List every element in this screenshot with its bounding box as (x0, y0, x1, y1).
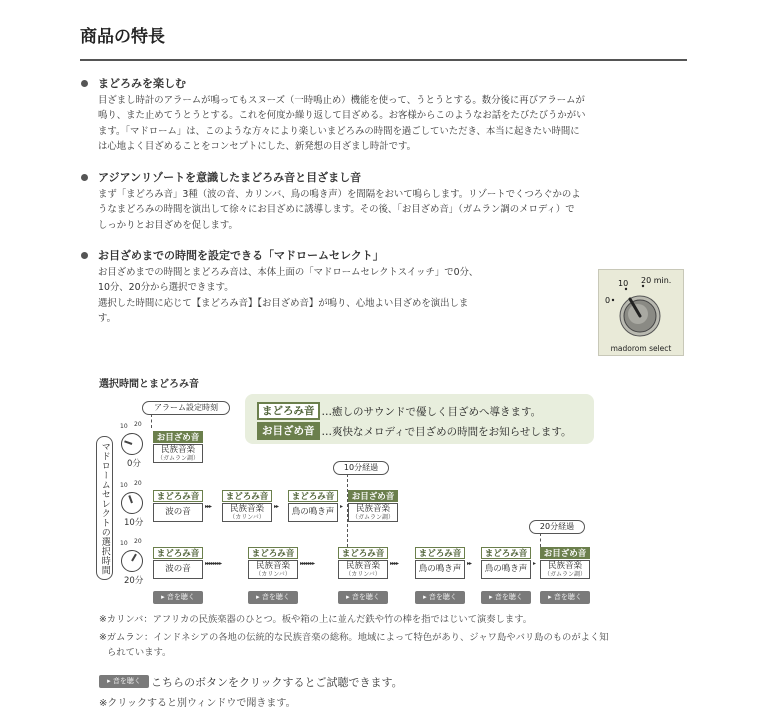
sound-name: 民族音楽 (229, 504, 264, 514)
feature-heading-text: まどろみを楽しむ (98, 77, 186, 90)
elapsed-20-line (540, 533, 541, 547)
sound-sub: （カリンバ） (229, 514, 265, 521)
elapsed-10-tag: 10分経過 (333, 461, 389, 475)
note-gamelan-1: ※ガムラン：インドネシアの各地の伝統的な民族音楽の総称。地域によって特色があり、ジャワ島やバリ島のものがよく知 (99, 632, 609, 643)
note-kalimba: ※カリンバ：アフリカの民族楽器のひとつ。板や箱の上に並んだ鉄や竹の棒を指ではじいて演奏します。 (99, 614, 533, 625)
sound-omezame-row20 (540, 547, 590, 579)
sound-name: 民族音楽 (355, 504, 390, 514)
dial-num-10: 10 (120, 482, 128, 489)
arrow-icon: ▸▸▸▸▸▸▸ (300, 560, 315, 567)
feature-heading (80, 248, 687, 264)
legend-madoromi-desc: …癒しのサウンドで優しく目ざめへ導きます。 (321, 405, 542, 418)
dial-label-0: 0 (605, 296, 611, 305)
sound-header: まどろみ音 (153, 490, 203, 502)
sound-body (248, 560, 298, 579)
legend-omezame-desc: …爽快なメロディで目ざめの時間をお知らせします。 (321, 425, 572, 438)
legend-omezame-label: お目ざめ音 (257, 422, 320, 440)
dial-icon-20 (121, 550, 143, 572)
sound-header: お目ざめ音 (540, 547, 590, 559)
try-note: ※クリックすると別ウィンドウで聞きます。 (99, 698, 296, 709)
dial-needle (124, 440, 132, 445)
arrow-icon: ▸▸▸ (205, 503, 212, 510)
sound-header: まどろみ音 (481, 547, 531, 559)
sound-body (348, 503, 398, 522)
sound-bird-row20b (481, 547, 531, 579)
play-bird-2-button[interactable]: ▸ 音を聴く (481, 591, 531, 604)
body-line: お目ざめまでの時間とまどろみ音は、本体上面の「マドロームセレクトスイッチ」で0分、 (98, 267, 479, 278)
sound-name: 民族音楽 (547, 561, 582, 571)
sound-name: 民族音楽 (255, 561, 290, 571)
sound-body: 波の音 (153, 560, 203, 579)
feature-body (80, 93, 687, 154)
sound-body: 鳥の鳴き声 (288, 503, 338, 522)
feature-madorom-select (80, 248, 687, 326)
dial-num-20: 20 (134, 538, 142, 545)
sound-name: 民族音楽 (160, 445, 195, 455)
knob-icon (599, 270, 683, 355)
sound-header: まどろみ音 (153, 547, 203, 559)
dial-num-10: 10 (120, 540, 128, 547)
vertical-select-label: マドロームセレクトの選択時間 (96, 436, 113, 580)
page-title: 商品の特長 (80, 27, 165, 47)
madorom-select-image (598, 269, 684, 356)
sound-sub: （ガムラン調） (156, 455, 199, 462)
body-line: うなまどろみの時間を演出して徐々にお目ざめに誘導します。その後、「お目ざめ音」（ガムラン調のメロディ）で (98, 204, 575, 216)
dial-icon-0 (121, 433, 143, 455)
legend-madoromi-label: まどろみ音 (257, 402, 320, 420)
sound-kalimba-row20a (248, 547, 298, 579)
arrow-icon: ▸▸ (467, 560, 472, 567)
sound-header: まどろみ音 (222, 490, 272, 502)
dial-needle (131, 554, 137, 562)
sound-bird-row20a (415, 547, 465, 579)
diagram-title: 選択時間とまどろみ音 (99, 379, 199, 390)
alarm-line (151, 414, 152, 428)
sound-sub: （ガムラン調） (543, 571, 586, 578)
elapsed-20-tag: 20分経過 (529, 520, 585, 534)
sound-body (540, 560, 590, 579)
sound-omezame-row0 (153, 431, 203, 463)
feature-asian-resort (80, 170, 687, 233)
sound-kalimba-row20b (338, 547, 388, 579)
arrow-icon: ▸▸▸▸ (390, 560, 399, 567)
sound-header: まどろみ音 (338, 547, 388, 559)
sound-wave-row10 (153, 490, 203, 522)
dial-num-20: 20 (134, 480, 142, 487)
sound-wave-row20 (153, 547, 203, 579)
sound-header: お目ざめ音 (348, 490, 398, 502)
feature-heading-text: アジアンリゾートを意識したまどろみ音と目ざまし音 (98, 171, 362, 184)
bullet-icon (81, 80, 88, 87)
sound-sub: （ガムラン調） (351, 514, 394, 521)
sound-header: まどろみ音 (248, 547, 298, 559)
sound-body (338, 560, 388, 579)
arrow-icon: ▸▸ (274, 503, 279, 510)
time-label-0: 0分 (127, 459, 141, 469)
try-play-button[interactable]: ▸ 音を聴く (99, 675, 149, 688)
feature-heading (80, 170, 687, 186)
sound-kalimba-row10 (222, 490, 272, 522)
title-divider (80, 59, 687, 61)
sound-header: お目ざめ音 (153, 431, 203, 443)
body-line: 選択した時間に応じて【まどろみ音】【お目ざめ音】が鳴り、心地よい目ざめを演出しま (98, 297, 469, 309)
note-gamelan-2: られています。 (107, 647, 172, 658)
play-kalimba-button[interactable]: ▸ 音を聴く (248, 591, 298, 604)
body-line: ます。「マドローム」は、このような方々により楽しいまどろみの時間を過ごしていただき、本当に起きたい時間に (98, 125, 580, 137)
sound-sub: （カリンバ） (345, 571, 381, 578)
sound-body (222, 503, 272, 522)
madorom-caption: madorom select (610, 344, 672, 353)
play-wave-button[interactable]: ▸ 音を聴く (153, 591, 203, 604)
body-line: 10分、20分から選択できます。 (98, 282, 234, 294)
sound-body: 鳥の鳴き声 (481, 560, 531, 579)
play-bird-button[interactable]: ▸ 音を聴く (415, 591, 465, 604)
feature-madoromi (80, 76, 687, 154)
time-label-20: 20分 (124, 576, 144, 586)
feature-heading (80, 76, 687, 92)
dial-label-10: 10 (618, 279, 629, 288)
body-line: 鳴り、また止めてうとうとする。これを何度か繰り返して目ざめる。お客様からこのようなお話をたびたびうかがい (98, 110, 586, 122)
play-gamelan-20-button[interactable]: ▸ 音を聴く (540, 591, 590, 604)
try-text: こちらのボタンをクリックするとご試聴できます。 (151, 676, 403, 689)
body-line: は心地よく目ざめることをコンセプトにした、新発想の目ざまし時計です。 (98, 140, 417, 152)
body-line: す。 (98, 312, 116, 324)
dial-num-10: 10 (120, 423, 128, 430)
sound-body: 鳥の鳴き声 (415, 560, 465, 579)
sound-body: 波の音 (153, 503, 203, 522)
sound-header: まどろみ音 (415, 547, 465, 559)
alarm-time-tag: アラーム設定時刻 (142, 401, 230, 415)
dial-label-20: 20 min. (641, 276, 672, 285)
time-label-10: 10分 (124, 518, 144, 528)
sound-omezame-row10 (348, 490, 398, 522)
arrow-icon: ▸ (533, 560, 536, 567)
legend-box (245, 394, 594, 444)
feature-heading-text: お目ざめまでの時間を設定できる「マドロームセレクト」 (98, 249, 384, 262)
sound-header: まどろみ音 (288, 490, 338, 502)
feature-body (80, 187, 687, 233)
dial-needle (128, 495, 133, 503)
play-gamelan-10-button[interactable]: ▸ 音を聴く (338, 591, 388, 604)
sound-name: 民族音楽 (345, 561, 380, 571)
body-line: しっかりとお目ざめを促します。 (98, 219, 238, 231)
feature-body (80, 265, 687, 326)
sound-bird-row10 (288, 490, 338, 522)
sound-sub: （カリンバ） (255, 571, 291, 578)
bullet-icon (81, 252, 88, 259)
legend-row-omezame (257, 422, 572, 440)
legend-row-madoromi (257, 402, 541, 420)
arrow-icon: ▸ (340, 503, 343, 510)
body-line: まず「まどろみ音」3種（波の音、カリンバ、鳥の鳴き声）を間隔をおいて鳴らします。リゾートでくつろぐかのよ (98, 189, 581, 200)
sound-body (153, 444, 203, 463)
arrow-icon: ▸▸▸▸▸▸▸▸ (205, 560, 222, 567)
dial-num-20: 20 (134, 421, 142, 428)
dial-icon-10 (121, 492, 143, 514)
body-line: 目ざまし時計のアラームが鳴ってもスヌーズ（一時鳴止め）機能を使って、うとうとする。数分後に再びアラームが (98, 95, 585, 106)
bullet-icon (81, 174, 88, 181)
